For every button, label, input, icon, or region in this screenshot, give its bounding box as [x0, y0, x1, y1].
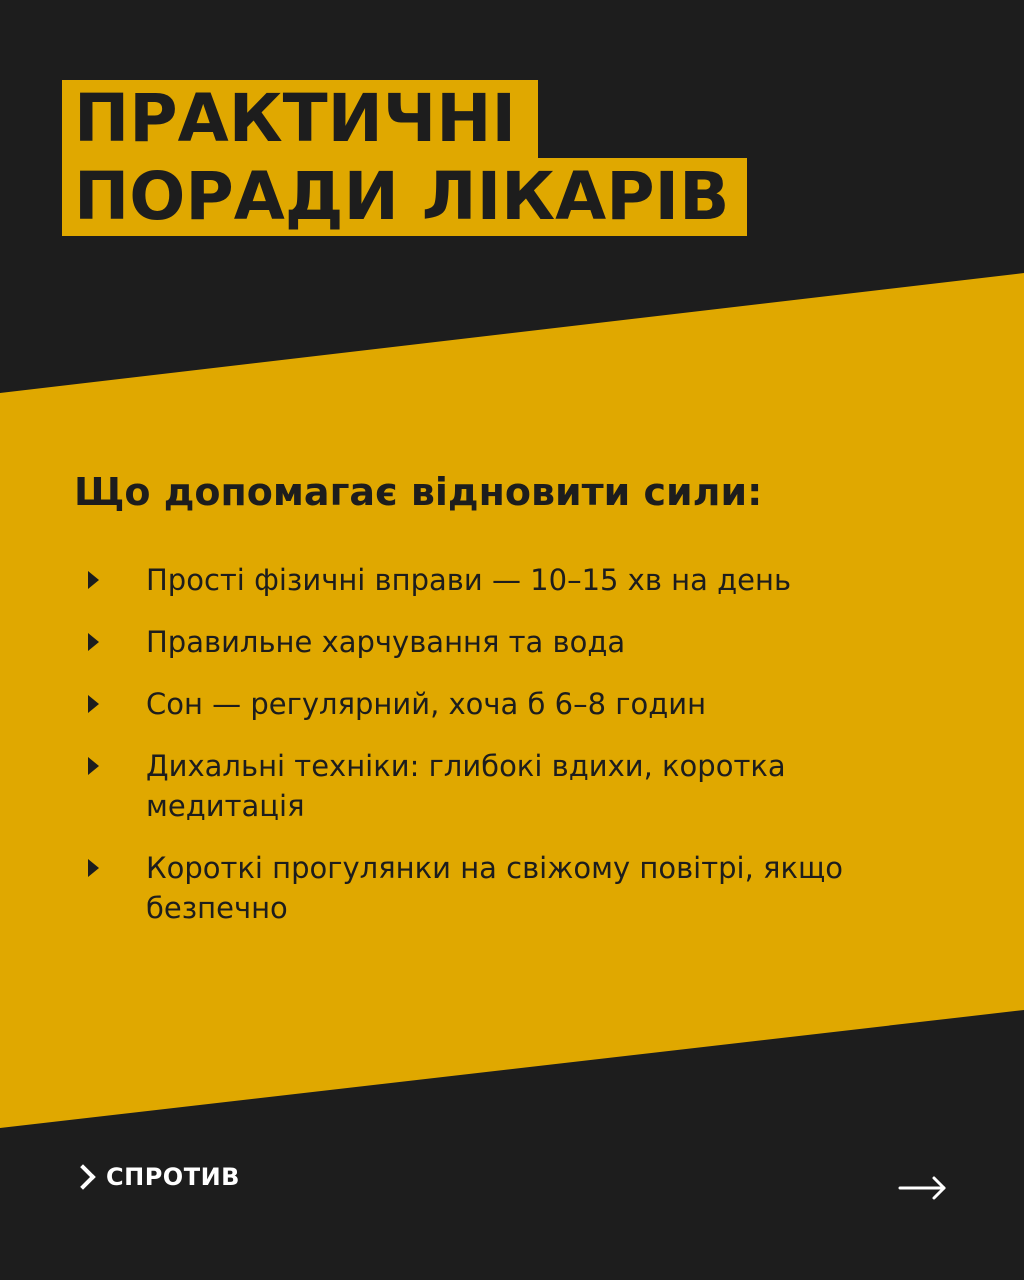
bullet-triangle-icon — [88, 695, 99, 713]
bullet-triangle-icon — [88, 571, 99, 589]
brand-name: СПРОТИВ — [106, 1163, 240, 1191]
list-item-text: Дихальні техніки: глибокі вдихи, коротка медитація — [146, 749, 786, 823]
brand-logo[interactable] — [76, 1163, 240, 1191]
list-item — [84, 622, 874, 662]
list-item — [84, 684, 874, 724]
tips-list — [84, 560, 874, 950]
bullet-triangle-icon — [88, 859, 99, 877]
title-line-1: ПРАКТИЧНІ — [62, 80, 538, 158]
list-item — [84, 848, 874, 928]
arrow-right-icon[interactable] — [898, 1172, 948, 1204]
section-heading: Що допомагає відновити сили: — [74, 470, 763, 514]
list-item-text: Короткі прогулянки на свіжому повітрі, якщо безпечно — [146, 851, 844, 925]
title-line-2: ПОРАДИ ЛІКАРІВ — [62, 158, 747, 236]
bullet-triangle-icon — [88, 633, 99, 651]
list-item-text: Сон — регулярний, хоча б 6–8 годин — [146, 687, 707, 721]
list-item-text: Прості фізичні вправи — 10–15 хв на день — [146, 563, 792, 597]
list-item — [84, 746, 874, 826]
list-item — [84, 560, 874, 600]
list-item-text: Правильне харчування та вода — [146, 625, 626, 659]
bullet-triangle-icon — [88, 757, 99, 775]
